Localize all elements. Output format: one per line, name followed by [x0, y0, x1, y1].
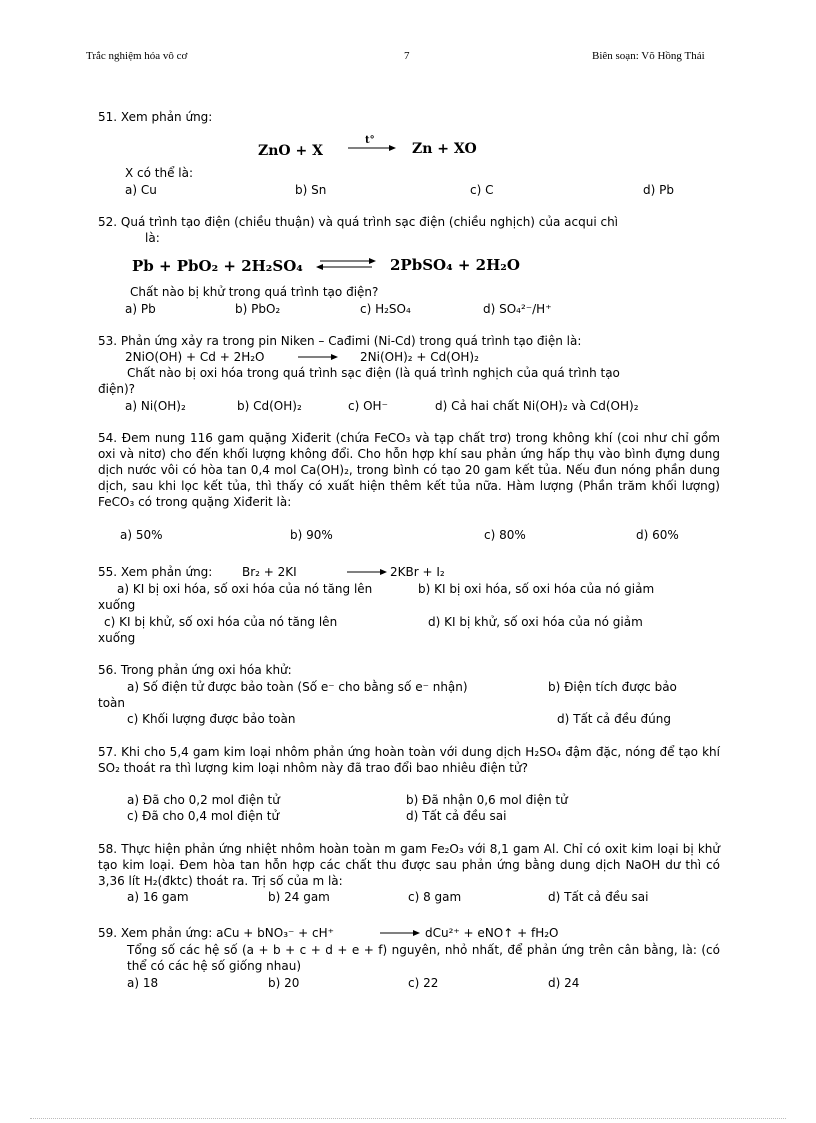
q55-stem: 55. Xem phản ứng: [98, 565, 213, 579]
q55-option-b[interactable]: b) KI bị oxi hóa, số oxi hóa của nó giảm [418, 582, 655, 596]
q58-text: 58. Thực hiện phản ứng nhiệt nhôm hoàn toàn m gam Fe₂O₃ với 8,1 gam Al. Chỉ có oxit kim loại bị khử tạo kim loại. Đem hòa tan hỗn hợp các chất thu được sau phản ứng bằng dung dịch NaOH dư thì có 3,36 lít H₂(đktc) thoát ra. Trị số của m là: [98, 842, 720, 888]
q52-stem-line1: 52. Quá trình tạo điện (chiều thuận) và quá trình sạc điện (chiều nghịch) của acqui chì [98, 215, 619, 229]
q57-option-b[interactable]: b) Đã nhận 0,6 mol điện tử [406, 793, 568, 807]
q59-option-b[interactable]: b) 20 [268, 976, 300, 990]
q52-prompt: Chất nào bị khử trong quá trình tạo điện? [130, 285, 379, 299]
header-author: Biên soạn: Võ Hồng Thái [592, 50, 705, 62]
q52-option-c[interactable]: c) H₂SO₄ [360, 302, 411, 316]
q53-arrow-icon [296, 352, 340, 362]
q52-equation-left: Pb + PbO₂ + 2H₂SO₄ [132, 257, 303, 275]
q55-option-d[interactable]: d) KI bị khử, số oxi hóa của nó giảm [428, 615, 643, 629]
q51-arrow-icon [346, 143, 398, 153]
q57-option-d[interactable]: d) Tất cả đều sai [406, 809, 507, 823]
q55-option-b-cont: xuống [98, 598, 136, 612]
q53-prompt-line1: Chất nào bị oxi hóa trong quá trình sạc điện (là quá trình nghịch của quá trình tạo [127, 366, 620, 380]
q52-equation-right: 2PbSO₄ + 2H₂O [390, 256, 520, 274]
q54-option-c[interactable]: c) 80% [484, 528, 526, 542]
q56-option-d[interactable]: d) Tất cả đều đúng [557, 712, 671, 726]
q56-option-c[interactable]: c) Khối lượng được bảo toàn [127, 712, 296, 726]
q51-option-c[interactable]: c) C [470, 183, 494, 197]
q53-prompt-line2: điện)? [98, 382, 135, 396]
q59-option-d[interactable]: d) 24 [548, 976, 580, 990]
q51-equation-right: Zn + XO [412, 141, 477, 157]
q54-text: 54. Đem nung 116 gam quặng Xiđerit (chứa FeCO₃ và tạp chất trơ) trong không khí (coi như chỉ gồm oxi và nitơ) cho đến khối lượng không đổi. Cho hỗn hợp khí sau phản ứng hấp thụ vào bình đựng dung dịch nước vôi có hòa tan 0,4 mol Ca(OH)₂, trong bình có tạo 20 gam kết tủa. Nếu đun nóng phần dung dịch, sau khi lọc kết tủa, thì thấy có xuất hiện thêm kết tủa nữa. Hàm lượng (Phần trăm khối lượng) FeCO₃ có trong quặng Xiđerit là: [98, 431, 720, 509]
q55-equation-left: Br₂ + 2KI [242, 565, 297, 579]
q59-prompt: Tổng số các hệ số (a + b + c + d + e + f) nguyên, nhỏ nhất, để phản ứng trên cân bằng, là: (có thể có các hệ số giống nhau) [127, 943, 720, 973]
q55-option-a[interactable]: a) KI bị oxi hóa, số oxi hóa của nó tăng lên [117, 582, 373, 596]
q57-text: 57. Khi cho 5,4 gam kim loại nhôm phản ứng hoàn toàn với dung dịch H₂SO₄ đậm đặc, nóng để tạo khí SO₂ thoát ra thì lượng kim loại nhôm này đã trao đổi bao nhiêu điện tử? [98, 745, 720, 775]
q51-option-b[interactable]: b) Sn [295, 183, 327, 197]
q51-stem: 51. Xem phản ứng: [98, 110, 213, 124]
q58-option-d[interactable]: d) Tất cả đều sai [548, 890, 649, 904]
q58-option-b[interactable]: b) 24 gam [268, 890, 330, 904]
q53-equation-left: 2NiO(OH) + Cd + 2H₂O [125, 350, 265, 364]
q53-option-d[interactable]: d) Cả hai chất Ni(OH)₂ và Cd(OH)₂ [435, 399, 639, 413]
q58-option-a[interactable]: a) 16 gam [127, 890, 189, 904]
q52-stem-line2: là: [145, 231, 160, 245]
q59-stem-left: 59. Xem phản ứng: aCu + bNO₃⁻ + cH⁺ [98, 926, 334, 940]
q52-option-d[interactable]: d) SO₄²⁻/H⁺ [483, 302, 552, 316]
q53-option-c[interactable]: c) OH⁻ [348, 399, 388, 413]
q55-arrow-icon [345, 567, 389, 577]
q55-option-c[interactable]: c) KI bị khử, số oxi hóa của nó tăng lên [104, 615, 338, 629]
q54-option-d[interactable]: d) 60% [636, 528, 679, 542]
q52-equilibrium-arrow-icon [314, 257, 378, 271]
q59-option-a[interactable]: a) 18 [127, 976, 159, 990]
q51-option-a[interactable]: a) Cu [125, 183, 157, 197]
q55-equation-right: 2KBr + I₂ [390, 565, 445, 579]
q57-option-a[interactable]: a) Đã cho 0,2 mol điện tử [127, 793, 280, 807]
q59-option-c[interactable]: c) 22 [408, 976, 439, 990]
q52-option-b[interactable]: b) PbO₂ [235, 302, 281, 316]
q51-equation-left: ZnO + X [258, 143, 323, 159]
q54-option-b[interactable]: b) 90% [290, 528, 333, 542]
q51-prompt: X có thể là: [125, 166, 194, 180]
q59-arrow-icon [378, 928, 422, 938]
q55-option-d-cont: xuống [98, 631, 136, 645]
q51-option-d[interactable]: d) Pb [643, 183, 674, 197]
q56-stem: 56. Trong phản ứng oxi hóa khử: [98, 663, 292, 677]
q53-option-a[interactable]: a) Ni(OH)₂ [125, 399, 186, 413]
q57-option-c[interactable]: c) Đã cho 0,4 mol điện tử [127, 809, 280, 823]
q56-option-b-cont: toàn [98, 696, 126, 710]
q51-condition: t° [365, 135, 375, 146]
q53-option-b[interactable]: b) Cd(OH)₂ [237, 399, 302, 413]
q53-equation-right: 2Ni(OH)₂ + Cd(OH)₂ [360, 350, 479, 364]
header-subject: Trắc nghiệm hóa vô cơ [86, 50, 188, 62]
q54-option-a[interactable]: a) 50% [120, 528, 163, 542]
page-number: 7 [404, 50, 410, 62]
q56-option-b[interactable]: b) Điện tích được bảo [548, 680, 677, 694]
q59-stem-right: dCu²⁺ + eNO↑ + fH₂O [425, 926, 559, 940]
q58-option-c[interactable]: c) 8 gam [408, 890, 462, 904]
q52-option-a[interactable]: a) Pb [125, 302, 156, 316]
page-bottom-divider [30, 1118, 786, 1119]
q56-option-a[interactable]: a) Số điện tử được bảo toàn (Số e⁻ cho bằng số e⁻ nhận) [127, 680, 468, 694]
q53-stem: 53. Phản ứng xảy ra trong pin Niken – Cađimi (Ni-Cd) trong quá trình tạo điện là: [98, 334, 582, 348]
